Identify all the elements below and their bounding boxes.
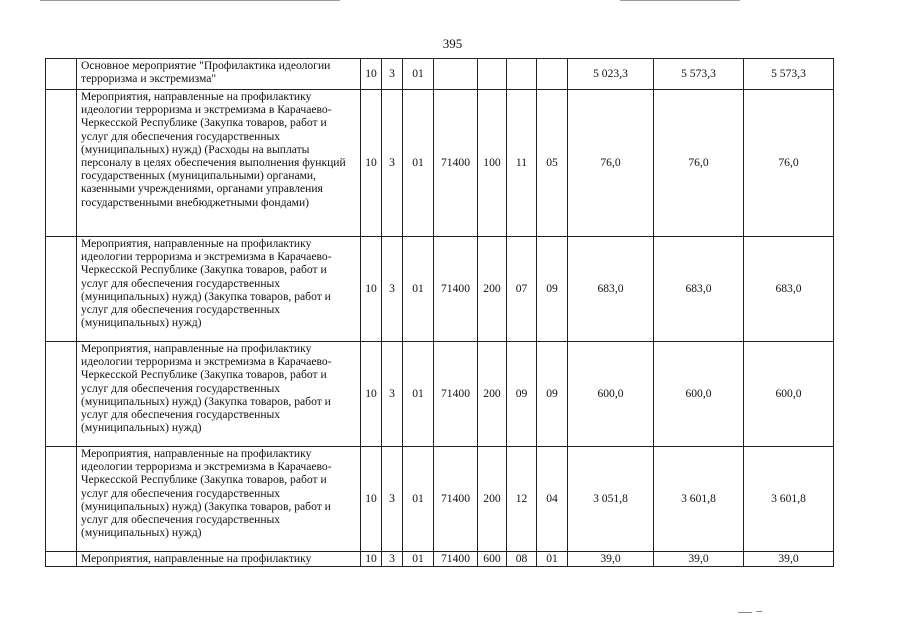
amount-cell: 683,0 xyxy=(654,237,744,342)
code-cell: 01 xyxy=(403,552,434,567)
amount-cell: 76,0 xyxy=(744,90,834,237)
code-cell: 04 xyxy=(537,447,568,552)
code-cell: 01 xyxy=(403,342,434,447)
amount-cell: 76,0 xyxy=(568,90,654,237)
table-row xyxy=(46,447,834,552)
amount-cell: 5 023,3 xyxy=(568,59,654,90)
page-number: 395 xyxy=(442,36,463,51)
code-cell: 10 xyxy=(361,59,382,90)
table-row xyxy=(46,552,834,567)
row-name: Мероприятия, направленные на профилактику идеологии терроризма и экстремизма в Карачаево-Черкесской Республике (Закупка товаров, работ и услуг для обеспечения государственных (муниципальных) нужд) (Закупка товаров, работ и услуг для обеспечения государственных (муниципальных) нужд) xyxy=(77,447,361,552)
code-cell: 71400 xyxy=(434,447,478,552)
code-cell: 09 xyxy=(537,237,568,342)
amount-cell: 39,0 xyxy=(744,552,834,567)
amount-cell: 600,0 xyxy=(744,342,834,447)
budget-table xyxy=(45,58,834,567)
code-cell: 3 xyxy=(382,552,403,567)
code-cell: 01 xyxy=(403,59,434,90)
row-name: Мероприятия, направленные на профилактику идеологии терроризма и экстремизма в Карачаево-Черкесской Республике (Закупка товаров, работ и услуг для обеспечения государственных (муниципальных) нужд) (Расходы на выплаты персоналу в целях обеспечения выполнения функций государственных (муниципальными) органами, казенными учреждениями, органами управления государственными внебюджетными фондами) xyxy=(77,90,361,237)
amount-cell: 683,0 xyxy=(744,237,834,342)
amount-cell: 600,0 xyxy=(568,342,654,447)
row-name: Мероприятия, направленные на профилактику идеологии терроризма и экстремизма в Карачаево-Черкесской Республике (Закупка товаров, работ и услуг для обеспечения государственных (муниципальных) нужд) (Закупка товаров, работ и услуг для обеспечения государственных (муниципальных) нужд) xyxy=(77,237,361,342)
number-cell xyxy=(46,59,77,90)
code-cell: 09 xyxy=(507,342,537,447)
code-cell: 07 xyxy=(507,237,537,342)
number-cell xyxy=(46,342,77,447)
code-cell: 10 xyxy=(361,447,382,552)
number-cell xyxy=(46,90,77,237)
code-cell: 09 xyxy=(537,342,568,447)
code-cell: 71400 xyxy=(434,342,478,447)
code-cell: 01 xyxy=(403,237,434,342)
code-cell: 10 xyxy=(361,552,382,567)
number-cell xyxy=(46,447,77,552)
code-cell: 11 xyxy=(507,90,537,237)
code-cell: 10 xyxy=(361,90,382,237)
table-row xyxy=(46,59,834,90)
code-cell: 200 xyxy=(478,237,507,342)
amount-cell: 5 573,3 xyxy=(654,59,744,90)
code-cell: 01 xyxy=(403,90,434,237)
code-cell: 05 xyxy=(537,90,568,237)
row-name: Мероприятия, направленные на профилактику xyxy=(77,552,361,567)
scan-artifact-mark xyxy=(738,612,752,613)
amount-cell: 5 573,3 xyxy=(744,59,834,90)
code-cell xyxy=(507,59,537,90)
amount-cell: 3 601,8 xyxy=(654,447,744,552)
row-name: Основное мероприятие "Профилактика идеологии терроризма и экстремизма" xyxy=(77,59,361,90)
code-cell: 3 xyxy=(382,237,403,342)
code-cell: 71400 xyxy=(434,552,478,567)
amount-cell: 683,0 xyxy=(568,237,654,342)
code-cell: 3 xyxy=(382,90,403,237)
code-cell: 3 xyxy=(382,342,403,447)
code-cell: 200 xyxy=(478,342,507,447)
amount-cell: 76,0 xyxy=(654,90,744,237)
code-cell: 71400 xyxy=(434,237,478,342)
code-cell: 3 xyxy=(382,447,403,552)
code-cell: 10 xyxy=(361,342,382,447)
amount-cell: 39,0 xyxy=(568,552,654,567)
code-cell: 10 xyxy=(361,237,382,342)
code-cell: 100 xyxy=(478,90,507,237)
code-cell: 12 xyxy=(507,447,537,552)
row-name: Мероприятия, направленные на профилактику идеологии терроризма и экстремизма в Карачаево-Черкесской Республике (Закупка товаров, работ и услуг для обеспечения государственных (муниципальных) нужд) (Закупка товаров, работ и услуг для обеспечения государственных (муниципальных) нужд) xyxy=(77,342,361,447)
amount-cell: 3 051,8 xyxy=(568,447,654,552)
amount-cell: 39,0 xyxy=(654,552,744,567)
table-row xyxy=(46,90,834,237)
code-cell xyxy=(537,59,568,90)
scan-edge-line-left xyxy=(40,0,340,1)
code-cell: 600 xyxy=(478,552,507,567)
code-cell: 200 xyxy=(478,447,507,552)
code-cell: 08 xyxy=(507,552,537,567)
code-cell: 01 xyxy=(537,552,568,567)
code-cell: 01 xyxy=(403,447,434,552)
code-cell: 71400 xyxy=(434,90,478,237)
number-cell xyxy=(46,237,77,342)
amount-cell: 600,0 xyxy=(654,342,744,447)
scan-artifact-mark xyxy=(756,611,762,612)
table-row xyxy=(46,237,834,342)
code-cell xyxy=(434,59,478,90)
table-row xyxy=(46,342,834,447)
amount-cell: 3 601,8 xyxy=(744,447,834,552)
code-cell: 3 xyxy=(382,59,403,90)
code-cell xyxy=(478,59,507,90)
number-cell xyxy=(46,552,77,567)
scan-edge-line-right xyxy=(620,0,740,1)
